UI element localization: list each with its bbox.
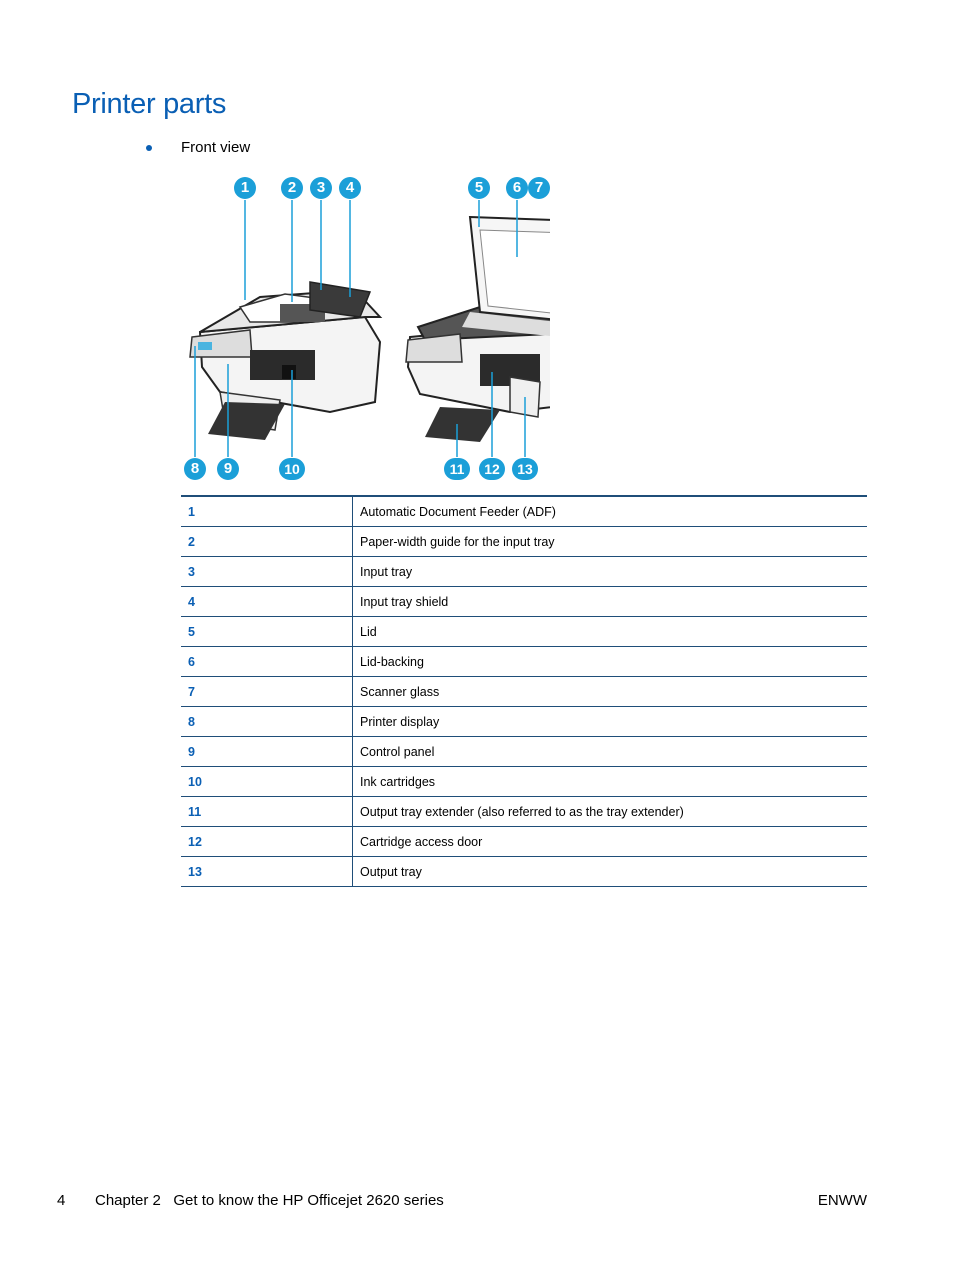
table-row	[181, 737, 867, 767]
bullet-item	[146, 139, 250, 156]
callout-5: 5	[468, 177, 490, 199]
callout-2: 2	[281, 177, 303, 199]
part-description: Cartridge access door	[353, 827, 868, 857]
page-title: Printer parts	[72, 88, 227, 120]
table-row	[181, 496, 867, 527]
part-description: Paper-width guide for the input tray	[353, 527, 868, 557]
callout-11: 11	[444, 458, 470, 480]
part-number: 8	[181, 707, 353, 737]
table-row	[181, 797, 867, 827]
callout-8: 8	[184, 458, 206, 480]
part-description: Output tray	[353, 857, 868, 887]
callout-4: 4	[339, 177, 361, 199]
part-description: Printer display	[353, 707, 868, 737]
part-number: 5	[181, 617, 353, 647]
part-number: 9	[181, 737, 353, 767]
part-number: 10	[181, 767, 353, 797]
parts-table	[181, 495, 867, 887]
part-description: Lid-backing	[353, 647, 868, 677]
printer-front-closed	[190, 282, 380, 440]
callout-7: 7	[528, 177, 550, 199]
printer-front-open	[406, 217, 550, 442]
printer-illustration	[180, 172, 550, 490]
table-row	[181, 617, 867, 647]
callout-9: 9	[217, 458, 239, 480]
table-row	[181, 707, 867, 737]
part-description: Output tray extender (also referred to as the tray extender)	[353, 797, 868, 827]
table-row	[181, 857, 867, 887]
table-row	[181, 767, 867, 797]
callout-13: 13	[512, 458, 538, 480]
part-number: 2	[181, 527, 353, 557]
callout-12: 12	[479, 458, 505, 480]
part-number: 13	[181, 857, 353, 887]
part-description: Lid	[353, 617, 868, 647]
footer-chapter: Chapter 2 Get to know the HP Officejet 2620 series	[95, 1192, 444, 1209]
footer-enww: ENWW	[817, 1192, 867, 1209]
part-number: 4	[181, 587, 353, 617]
part-description: Control panel	[353, 737, 868, 767]
callout-10: 10	[279, 458, 305, 480]
part-number: 7	[181, 677, 353, 707]
bullet-text: Front view	[181, 139, 251, 156]
table-row	[181, 827, 867, 857]
part-description: Input tray	[353, 557, 868, 587]
bullet-dot	[146, 145, 152, 151]
part-number: 11	[181, 797, 353, 827]
footer-page-number: 4	[57, 1192, 66, 1209]
part-number: 1	[181, 496, 353, 527]
printer-diagram	[180, 172, 550, 490]
part-description: Automatic Document Feeder (ADF)	[353, 496, 868, 527]
callout-6: 6	[506, 177, 528, 199]
callout-3: 3	[310, 177, 332, 199]
part-number: 3	[181, 557, 353, 587]
part-number: 6	[181, 647, 353, 677]
callout-1: 1	[234, 177, 256, 199]
table-row	[181, 587, 867, 617]
part-description: Input tray shield	[353, 587, 868, 617]
part-number: 12	[181, 827, 353, 857]
table-row	[181, 677, 867, 707]
table-row	[181, 647, 867, 677]
table-row	[181, 527, 867, 557]
part-description: Ink cartridges	[353, 767, 868, 797]
part-description: Scanner glass	[353, 677, 868, 707]
table-row	[181, 557, 867, 587]
